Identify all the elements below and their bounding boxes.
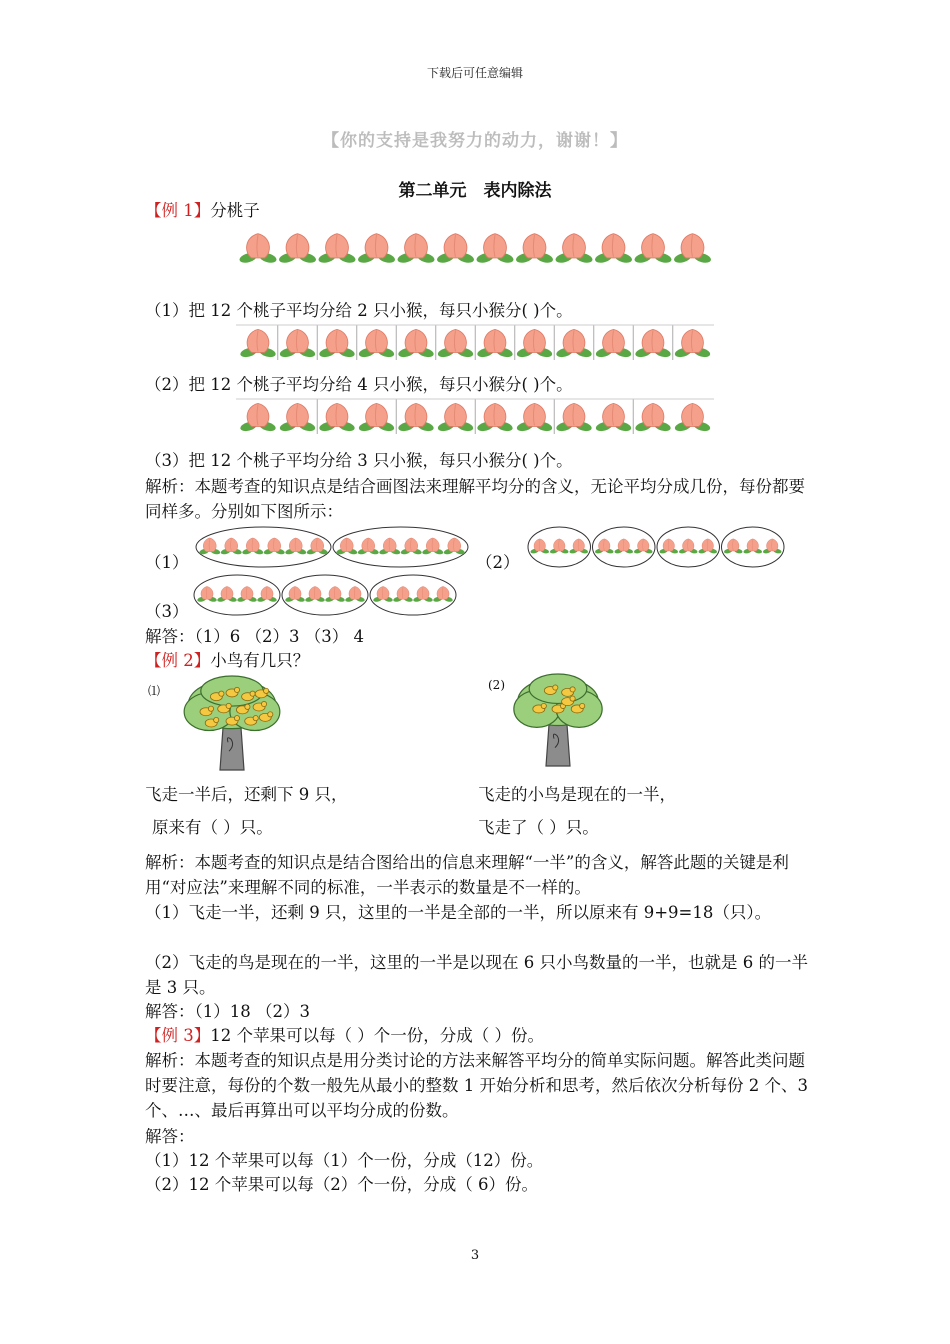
peach-icon [674,403,711,432]
peach-icon [325,586,346,602]
peach-icon [433,586,454,602]
peach-icon [357,234,396,265]
ex1-question-3: （3）把 12 个桃子平均分给 3 只小猴，每只小猴分( )个。 [145,451,573,470]
peach-icon [633,234,672,265]
peach-icon [197,586,218,602]
peach-icon [569,539,589,554]
peach-icon [516,403,553,432]
peach-icon [674,329,711,358]
ex2-right-line-1: 飞走的小鸟是现在的一半， [478,785,676,804]
grouping-diagram-2 [524,524,778,570]
peach-icon [549,539,569,554]
ex2-left-line-2: 原来有（ ）只。 [152,818,273,837]
ex2-point-1: （1）飞走一半，还剩 9 只，这里的一半是全部的一半，所以原来有 9+9=18（只）。 [145,903,772,922]
peach-icon [530,539,550,554]
peach-icon [373,586,394,602]
ex1-question-2: （2）把 12 个桃子平均分给 4 只小猴，每只小猴分( )个。 [145,375,573,394]
peach-icon [743,539,763,554]
peach-icon [336,538,358,555]
peach-icon [443,538,465,555]
peach-icon [285,538,307,555]
peach-icon [279,403,316,432]
peach-icon [358,329,395,358]
diagram-label-1: （1） [145,553,189,572]
grouping-diagram-3 [190,572,460,618]
page-header: 下载后可任意编辑 [426,66,523,80]
tree-crown [514,674,602,727]
peach-icon [396,234,435,265]
peach-icon [400,538,422,555]
peach-icon [555,403,592,432]
ex3-answer-2: （2）12 个苹果可以每（2）个一份，分成（ 6）份。 [145,1175,538,1194]
peach-row-1 [236,228,716,270]
peach-icon [257,586,278,602]
peach-icon [673,234,712,265]
peach-icon [317,234,356,265]
peach-icon [379,538,401,555]
ex3-answer-label: 解答： [145,1127,195,1146]
peach-icon [476,329,513,358]
peach-icon [239,329,276,358]
peach-icon [614,539,634,554]
peach-icon [238,234,277,265]
example-2-tag: 【例 2】 [145,651,211,670]
peach-icon [278,234,317,265]
peach-icon [220,538,242,555]
peach-icon [357,538,379,555]
example-2-heading [145,649,309,673]
peach-icon [358,403,395,432]
unit-title: 第二单元 表内除法 [398,181,552,201]
peach-icon [516,329,553,358]
grouping-diagram-1 [192,524,472,570]
peach-icon [723,539,743,554]
peach-icon [422,538,444,555]
peach-icon [595,403,632,432]
example-1-tag: 【例 1】 [145,201,211,220]
tree-trunk [220,728,244,770]
example-3-heading [145,1024,544,1048]
peach-icon [397,403,434,432]
figure-1-label: ⑴ [148,684,161,698]
peach-icon [217,586,238,602]
ex1-analysis: 解析：本题考查的知识点是结合画图法来理解平均分的含义，无论平均分成几份，每份都要同样多。分别如下图所示： [145,477,805,521]
ex1-answer: 解答：（1）6 （2）3 （3） 4 [145,627,364,646]
peach-icon [698,539,718,554]
ex2-point-2: （2）飞走的鸟是现在的一半，这里的一半是以现在 6 只小鸟数量的一半，也就是 6 的一半是 3 只。 [145,953,808,997]
peach-icon [476,403,513,432]
ex2-analysis: 解析：本题考查的知识点是结合图给出的信息来理解“一半”的含义，解答此题的关键是利用“对应法”来理解不同的标准，一半表示的数量是不一样的。 [145,853,789,897]
example-2-title: 小鸟有几只？ [210,651,310,670]
peach-icon [397,329,434,358]
ex2-left-line-1: 飞走一半后，还剩下 9 只， [145,785,348,804]
peach-icon [437,403,474,432]
peach-icon [263,538,285,555]
peach-icon [634,403,671,432]
tree-with-birds-1 [180,676,284,770]
peach-icon [285,586,306,602]
peach-icon [318,403,355,432]
example-1-title: 分桃子 [210,201,260,220]
peach-icon [239,403,276,432]
peach-row-2 [236,324,716,362]
ex2-answer: 解答：（1）18 （2）3 [145,1002,310,1021]
peach-icon [242,538,264,555]
diagram-label-3: （3） [145,602,189,621]
peach-icon [345,586,366,602]
peach-icon [306,538,328,555]
ex3-answer-1: （1）12 个苹果可以每（1）个一份，分成（12）份。 [145,1151,544,1170]
peach-icon [678,539,698,554]
peach-icon [659,539,679,554]
peach-row-3 [236,398,716,436]
ex3-analysis: 解析：本题考查的知识点是用分类讨论的方法来解答平均分的简单实际问题。解答此类问题时要注意，每份的个数一般先从最小的整数 1 开始分析和思考，然后依次分析每份 2 个、3 个、…、最后再算出可以平均分成的份数。 [145,1051,808,1120]
peach-icon [413,586,434,602]
example-3-tag: 【例 3】 [145,1026,211,1045]
peach-icon [594,234,633,265]
peach-icon [475,234,514,265]
peach-icon [515,234,554,265]
tree-trunk [546,725,570,766]
page-number: 3 [470,1248,480,1263]
peach-icon [199,538,221,555]
peach-icon [436,234,475,265]
figure-2-label: (2) [488,678,505,692]
peach-icon [555,329,592,358]
peach-icon [594,539,614,554]
example-1-heading [145,199,260,223]
peach-icon [554,234,593,265]
tree-with-birds-2 [510,674,606,766]
peach-icon [279,329,316,358]
diagram-label-2: （2） [476,553,520,572]
peach-icon [633,539,653,554]
peach-icon [393,586,414,602]
peach-icon [762,539,782,554]
peach-icon [318,329,355,358]
example-3-title: 12 个苹果可以每（ ）个一份，分成（ ）份。 [210,1026,544,1045]
peach-icon [305,586,326,602]
peach-icon [634,329,671,358]
slogan: 【你的支持是我努力的动力，谢谢！】 [322,131,628,151]
peach-icon [437,329,474,358]
ex1-question-1: （1）把 12 个桃子平均分给 2 只小猴，每只小猴分( )个。 [145,301,573,320]
peach-icon [595,329,632,358]
ex2-right-line-2: 飞走了（ ）只。 [478,818,599,837]
peach-icon [237,586,258,602]
